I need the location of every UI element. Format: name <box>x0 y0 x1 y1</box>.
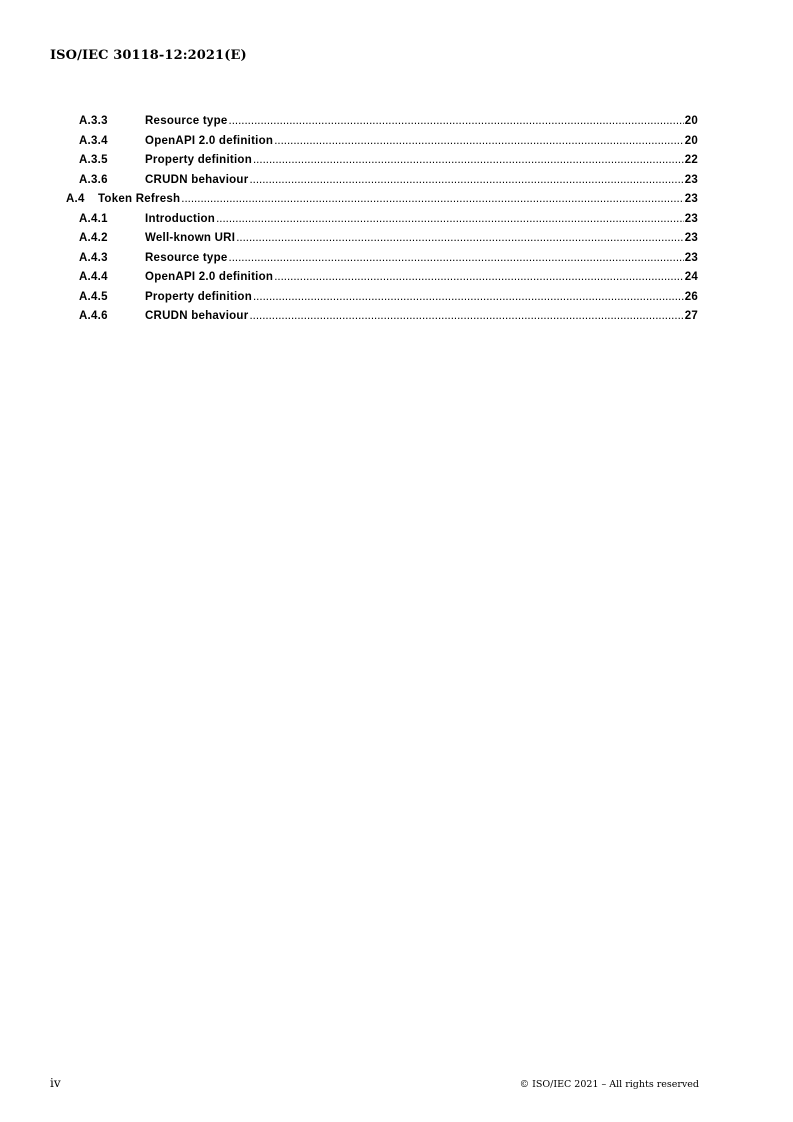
toc-dot-leader <box>249 307 683 327</box>
toc-entry[interactable] <box>66 190 698 210</box>
toc-entry[interactable] <box>66 210 698 230</box>
toc-dot-leader <box>216 210 684 230</box>
toc-entry-title[interactable]: OpenAPI 2.0 definition <box>145 134 274 147</box>
toc-dot-leader <box>229 112 684 132</box>
toc-entry[interactable] <box>66 249 698 269</box>
toc-entry-page[interactable]: 24 <box>684 271 698 283</box>
toc-entry[interactable] <box>66 268 698 288</box>
footer-copyright: © ISO/IEC 2021 – All rights reserved <box>519 1079 699 1090</box>
toc-entry-number: A.3.5 <box>79 154 108 166</box>
toc-entry[interactable] <box>66 112 698 132</box>
toc-entry[interactable] <box>66 151 698 171</box>
toc-entry-page[interactable]: 23 <box>684 212 698 225</box>
toc-entry-title[interactable]: Well-known URI <box>145 232 236 244</box>
toc-entry-number: A.4.1 <box>79 212 108 225</box>
toc-entry-title[interactable]: Introduction <box>145 212 216 225</box>
toc-entry-title[interactable]: Resource type <box>145 115 228 127</box>
toc-entry-number: A.4.3 <box>79 251 108 264</box>
toc-dot-leader <box>253 151 684 171</box>
document-footer <box>50 1076 699 1090</box>
toc-dot-leader <box>229 249 684 269</box>
toc-entry-page[interactable]: 23 <box>684 251 698 264</box>
toc-entry[interactable] <box>66 132 698 152</box>
footer-page-number: iv <box>50 1076 61 1090</box>
toc-entry-page[interactable]: 23 <box>684 193 698 205</box>
toc-dot-leader <box>236 229 684 249</box>
toc-entry[interactable] <box>66 288 698 308</box>
toc-entry-number: A.3.6 <box>79 173 108 186</box>
toc-entry[interactable] <box>66 171 698 191</box>
toc-entry-number: A.3.3 <box>79 115 108 127</box>
toc-entry-title[interactable]: Property definition <box>145 154 252 166</box>
toc-entry-number: A.4 <box>66 193 85 205</box>
toc-entry-page[interactable]: 23 <box>684 173 698 186</box>
toc-entry-title[interactable]: OpenAPI 2.0 definition <box>145 271 274 283</box>
toc-entry-title[interactable]: Property definition <box>145 290 252 303</box>
toc-dot-leader <box>249 171 683 191</box>
toc-entry-page[interactable]: 20 <box>684 134 698 147</box>
toc-entry-number: A.4.4 <box>79 271 108 283</box>
toc-entry-number: A.3.4 <box>79 134 108 147</box>
toc-entry-page[interactable]: 26 <box>684 290 698 303</box>
table-of-contents <box>66 112 698 327</box>
toc-entry-title[interactable]: Resource type <box>145 251 228 264</box>
toc-dot-leader <box>181 190 683 210</box>
toc-entry-page[interactable]: 22 <box>684 154 698 166</box>
toc-entry-title[interactable]: CRUDN behaviour <box>145 310 249 322</box>
toc-entry-page[interactable]: 27 <box>684 310 698 322</box>
toc-dot-leader <box>274 132 684 152</box>
toc-entry-page[interactable]: 23 <box>684 232 698 244</box>
toc-entry-page[interactable]: 20 <box>684 115 698 127</box>
toc-entry[interactable] <box>66 229 698 249</box>
toc-entry-title[interactable]: Token Refresh <box>98 193 181 205</box>
toc-dot-leader <box>253 288 684 308</box>
document-header <box>50 48 247 63</box>
toc-entry-number: A.4.5 <box>79 290 108 303</box>
document-id: ISO/IEC 30118-12:2021(E) <box>50 48 247 63</box>
toc-entry-title[interactable]: CRUDN behaviour <box>145 173 249 186</box>
toc-dot-leader <box>274 268 684 288</box>
toc-entry-number: A.4.6 <box>79 310 108 322</box>
toc-entry[interactable] <box>66 307 698 327</box>
toc-entry-number: A.4.2 <box>79 232 108 244</box>
